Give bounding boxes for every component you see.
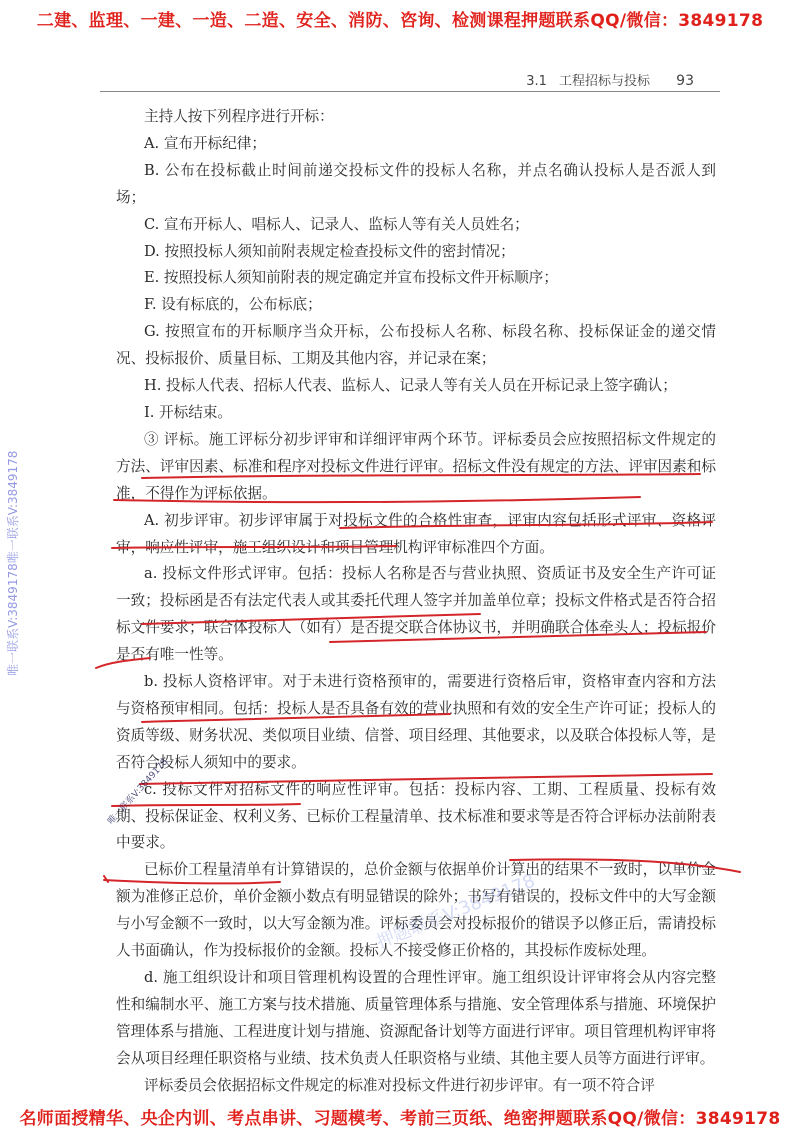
tick-mark xyxy=(104,876,108,882)
body-paragraph: I. 开标结束。 xyxy=(144,403,233,421)
body-paragraph: d. 施工组织设计和项目管理机构设置的合理性评审。施工组织设计评审将会从内容完整性和编制水平、施工方案与技术措施、质量管理体系与措施、安全管理体系与措施、环境保护管理体系与措施、工程进度计划与措施、资源配备计划等方面进行评审。项目管理机构评审将会从项目经理任职资格与业绩、技术负责人任职资格与业绩、其他主要人员等方面进行评审。 xyxy=(116,969,716,1067)
page-body xyxy=(116,104,716,1100)
body-paragraph: a. 投标文件形式评审。包括：投标人名称是否与营业执照、资质证书及安全生产许可证一致；投标函是否有法定代表人或其委托代理人签字并加盖单位章；投标文件格式是否符合招标文件要求；联合体投标人（如有）是否提交联合体协议书，并明确联合体牵头人；投标报价是否有唯一性等。 xyxy=(116,565,716,664)
top-ad-banner: 二建、监理、一建、一造、二造、安全、消防、咨询、检测课程押题联系QQ/微信：3849178 xyxy=(36,11,764,31)
body-paragraph: ③ 评标。施工评标分初步评审和详细评审两个环节。评标委员会应按照招标文件规定的方法、评审因素、标准和程序对投标文件进行评审。招标文件没有规定的方法、评审因素和标准，不得作为评标依据。 xyxy=(116,430,716,502)
section-number: 3.1 xyxy=(526,74,547,89)
body-paragraph: A. 初步评审。初步评审属于对投标文件的合格性审查，评审内容包括形式评审、资格评审，响应性评审，施工组织设计和项目管理机构评审标准四个方面。 xyxy=(116,511,716,556)
section-title: 工程招标与投标 xyxy=(559,74,651,89)
body-paragraph: H. 投标人代表、招标人代表、监标人、记录人等有关人员在开标记录上签字确认； xyxy=(144,377,677,395)
body-paragraph: D. 按照投标人须知前附表规定检查投标文件的密封情况； xyxy=(144,242,515,260)
body-paragraph: G. 按照宣布的开标顺序当众开标，公布投标人名称、标段名称、投标保证金的递交情况、投标报价、质量目标、工期及其他内容，并记录在案； xyxy=(116,323,716,368)
body-paragraph: A. 宣布开标纪律； xyxy=(144,134,266,152)
running-head xyxy=(526,70,694,89)
body-paragraph: b. 投标人资格评审。对于未进行资格预审的，需要进行资格后审，资格审查内容和方法与资格预审相同。包括：投标人是否具备有效的营业执照和有效的安全生产许可证；投标人的资质等级、财务状况、类似项目业绩、信誉、项目经理、其他要求，以及联合体投标人等，是否符合投标人须知中的要求。 xyxy=(116,673,716,771)
bottom-ad-banner: 名师面授精华、央企内训、考点串讲、习题模考、考前三页纸、绝密押题联系QQ/微信：3849178 xyxy=(19,1109,781,1129)
body-paragraph: c. 投标文件对招标文件的响应性评审。包括：投标内容、工期、工程质量、投标有效期、投标保证金、权利义务、已标价工程量清单、技术标准和要求等是否符合评标办法前附表中要求。 xyxy=(116,780,716,852)
diagonal-watermark: 唯一联系V:3849178 xyxy=(106,757,171,827)
body-paragraph: 评标委员会依据招标文件规定的标准对投标文件进行初步评审。有一项不符合评 xyxy=(144,1076,655,1094)
side-watermark: 唯一联系V:3849178唯一联系V:3849178 xyxy=(6,450,20,676)
body-paragraph: B. 公布在投标截止时间前递交投标文件的投标人名称，并点名确认投标人是否派人到场； xyxy=(116,161,716,206)
center-watermark: 押题联系V:3849178 xyxy=(373,870,539,954)
body-paragraph: 已标价工程量清单有计算错误的，总价金额与依据单价计算出的结果不一致时，以单价金额为准修正总价，单价金额小数点有明显错误的除外；书写有错误的，投标文件中的大写金额与小写金额不一致时，以大写金额为准。评标委员会对投标报价的错误予以修正后，需请投标人书面确认，作为投标报价的金额。投标人不接受修正价格的，其投标作废标处理。 xyxy=(116,861,716,960)
header-rule xyxy=(100,91,720,92)
body-paragraph: 主持人按下列程序进行开标： xyxy=(144,108,334,125)
body-paragraph: E. 按照投标人须知前附表的规定确定并宣布投标文件开标顺序； xyxy=(144,269,558,287)
body-paragraph: C. 宣布开标人、唱标人、记录人、监标人等有关人员姓名； xyxy=(144,215,529,233)
body-paragraph: F. 设有标底的，公布标底； xyxy=(144,296,322,314)
page-number: 93 xyxy=(676,73,694,89)
